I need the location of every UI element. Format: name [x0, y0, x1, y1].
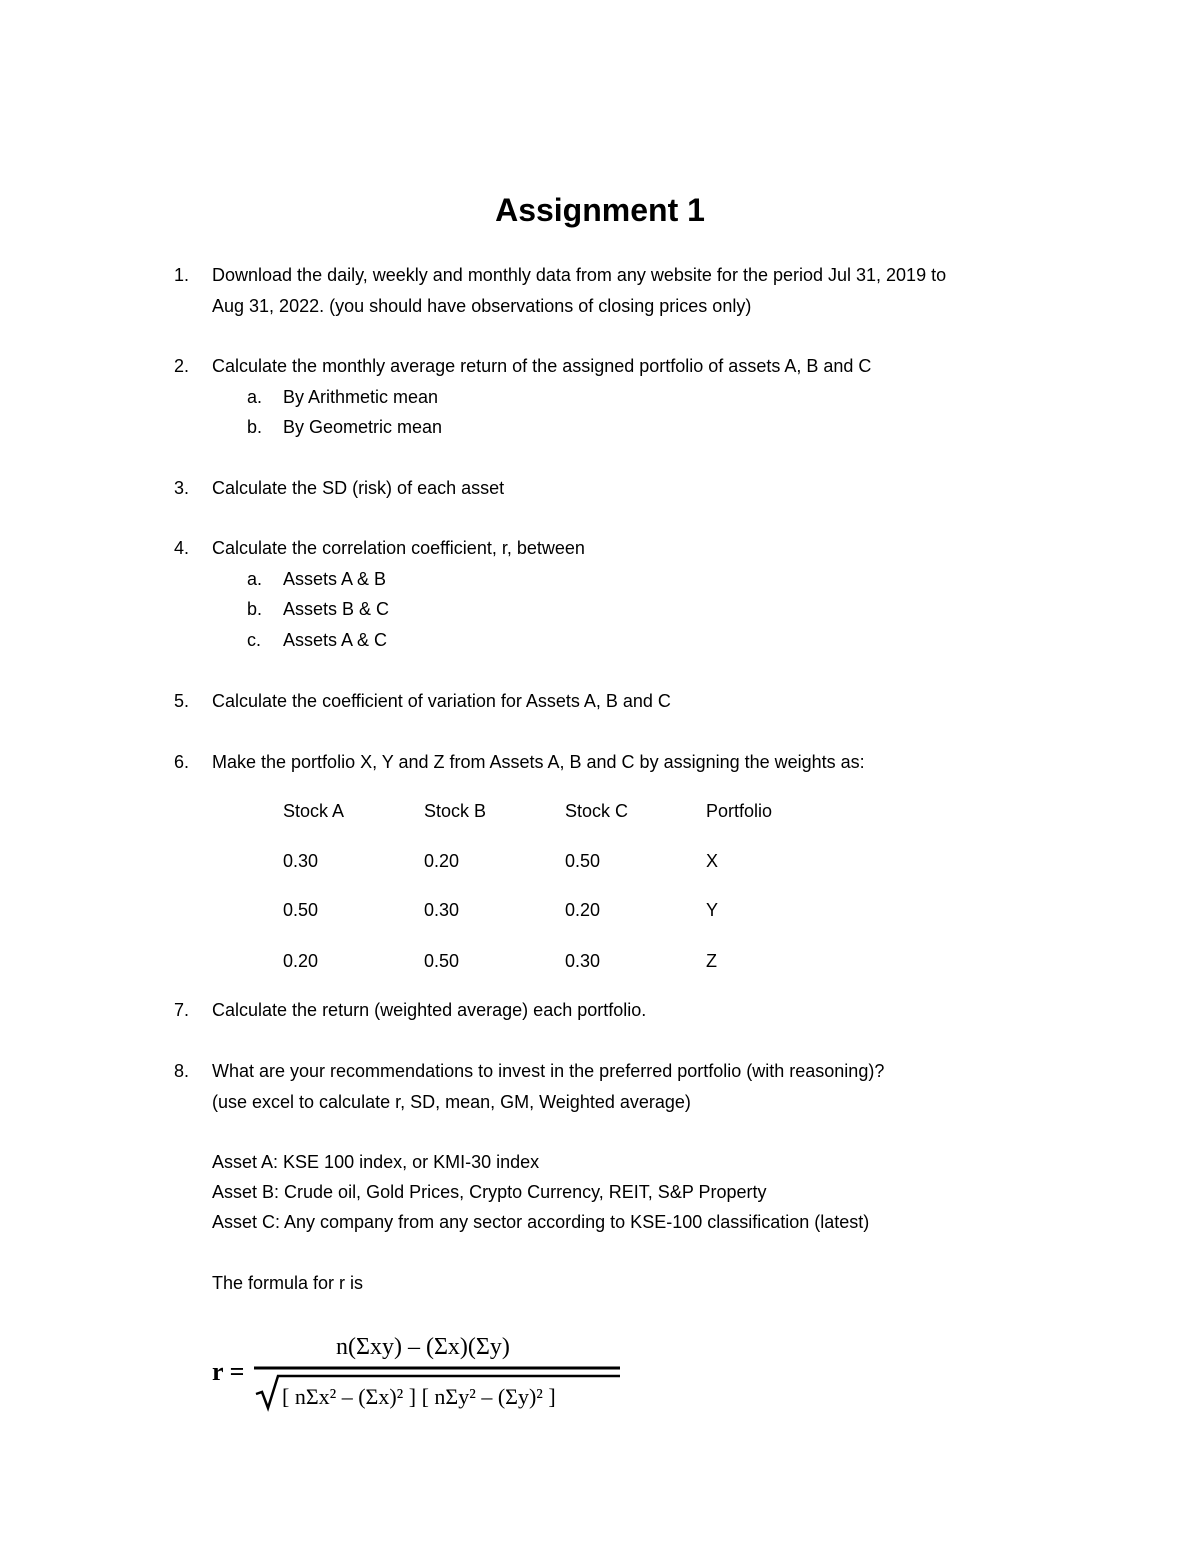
question-number: 3. [174, 478, 190, 498]
question-text: Calculate the monthly average return of the assigned portfolio of assets A, B and C [212, 356, 872, 376]
question-text: Download the daily, weekly and monthly data from any website for the period Jul 31, 2019 to [212, 265, 947, 285]
table-cell: 0.30 [565, 951, 601, 971]
table-cell: Y [706, 900, 719, 920]
table-cell: Z [706, 951, 717, 971]
table-cell: 0.50 [283, 900, 319, 920]
table-header-cell: Stock C [565, 801, 629, 821]
asset-text: Asset A: KSE 100 index, or KMI-30 index [212, 1152, 540, 1172]
table-header-cell: Portfolio [706, 801, 773, 821]
table-cell: 0.30 [283, 851, 319, 871]
table-cell: X [706, 851, 719, 871]
table-cell: 0.50 [565, 851, 601, 871]
question-number: 1. [174, 265, 190, 285]
question-number: 7. [174, 1000, 190, 1020]
sub-item-text: By Geometric mean [283, 417, 443, 437]
question-text: Calculate the return (weighted average) each portfolio. [212, 1000, 647, 1020]
table-cell: 0.20 [424, 851, 460, 871]
table-cell: 0.20 [565, 900, 601, 920]
table-cell: 0.50 [424, 951, 460, 971]
sub-item-text: By Arithmetic mean [283, 387, 439, 407]
table-header-cell: Stock B [424, 801, 487, 821]
formula-numerator: n(Σxy) – (Σx)(Σy) [336, 1334, 510, 1360]
question-text: (use excel to calculate r, SD, mean, GM, Weighted average) [212, 1092, 691, 1112]
correlation-formula [212, 1320, 632, 1415]
sub-item-text: Assets A & C [283, 630, 388, 650]
asset-text: Asset B: Crude oil, Gold Prices, Crypto Currency, REIT, S&P Property [212, 1182, 767, 1202]
table-cell: 0.30 [424, 900, 460, 920]
sub-item-letter: c. [247, 630, 262, 650]
question-number: 5. [174, 691, 190, 711]
question-text: Make the portfolio X, Y and Z from Assets A, B and C by assigning the weights as: [212, 752, 865, 772]
question-text: Calculate the coefficient of variation for Assets A, B and C [212, 691, 671, 711]
formula-lhs: r = [212, 1357, 245, 1386]
question-text: Calculate the correlation coefficient, r, between [212, 538, 585, 558]
sub-item-letter: b. [247, 599, 263, 619]
formula-intro-text: The formula for r is [212, 1273, 364, 1293]
asset-text: Asset C: Any company from any sector according to KSE-100 classification (latest) [212, 1212, 870, 1232]
table-cell: 0.20 [283, 951, 319, 971]
sub-item-letter: b. [247, 417, 263, 437]
table-header-cell: Stock A [283, 801, 345, 821]
question-text: Calculate the SD (risk) of each asset [212, 478, 505, 498]
question-number: 6. [174, 752, 190, 772]
sub-item-letter: a. [247, 569, 263, 589]
sub-item-text: Assets B & C [283, 599, 390, 619]
question-number: 2. [174, 356, 190, 376]
question-number: 8. [174, 1061, 190, 1081]
question-number: 4. [174, 538, 190, 558]
formula-denominator: [ nΣx² – (Σx)² ] [ nΣy² – (Σy)² ] [282, 1384, 556, 1409]
page-title: Assignment 1 [495, 192, 705, 228]
question-text: Aug 31, 2022. (you should have observations of closing prices only) [212, 296, 752, 316]
sub-item-letter: a. [247, 387, 263, 407]
question-text: What are your recommendations to invest in the preferred portfolio (with reasoning)? [212, 1061, 885, 1081]
sub-item-text: Assets A & B [283, 569, 387, 589]
